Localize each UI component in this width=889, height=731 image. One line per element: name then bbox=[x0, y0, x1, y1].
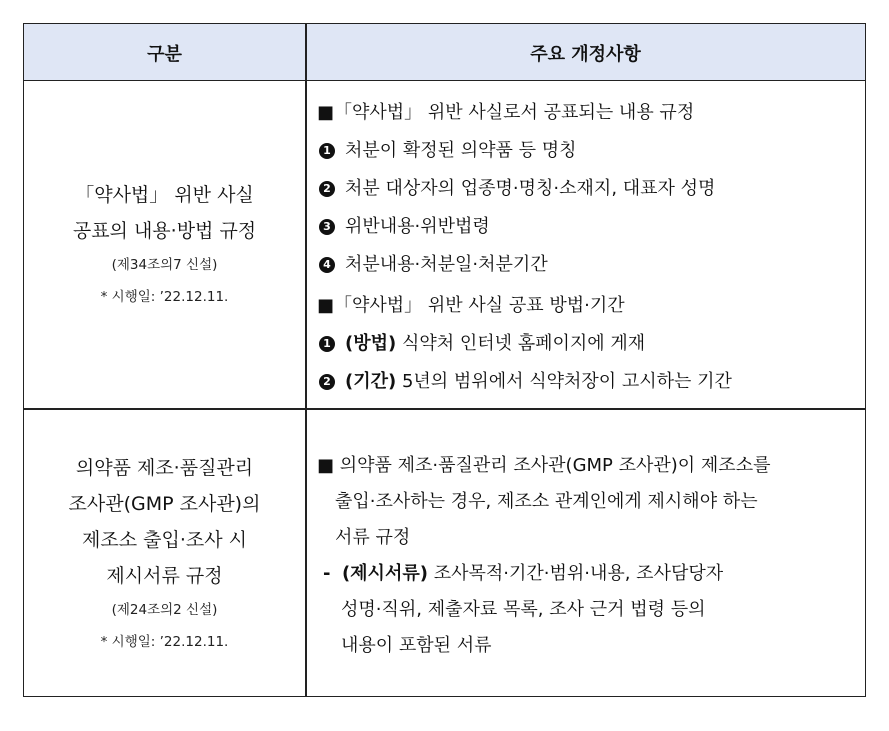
item-bold-label: (기간) bbox=[345, 371, 397, 392]
row1-title-line2: 공표의 내용·방법 규정 bbox=[72, 219, 257, 242]
amendment-table bbox=[23, 23, 866, 697]
row1-item1-1 bbox=[319, 139, 577, 163]
row1-bullet1: ■「약사법」 위반 사실로서 공표되는 내용 규정 bbox=[317, 102, 695, 123]
row1-item1-3 bbox=[319, 215, 490, 239]
row2-dash-line1 bbox=[323, 562, 723, 586]
circled-number-icon: 2 bbox=[319, 181, 335, 197]
item-text: 처분이 확정된 의약품 등 명칭 bbox=[345, 140, 577, 161]
circled-number-icon: 4 bbox=[319, 257, 335, 273]
row2-title-line1: 의약품 제조·품질관리 bbox=[75, 457, 254, 479]
item-bold-label: (방법) bbox=[345, 333, 397, 354]
row2-dash-line3: 내용이 포함된 서류 bbox=[341, 635, 492, 656]
row1-effective-date: * 시행일: ’22.12.11. bbox=[100, 288, 229, 305]
circled-number-icon: 1 bbox=[319, 143, 335, 159]
circled-number-icon: 3 bbox=[319, 219, 335, 235]
row1-changes-cell bbox=[317, 81, 857, 408]
item-text: 처분 대상자의 업종명·명칭·소재지, 대표자 성명 bbox=[345, 178, 716, 199]
dash-text: 조사목적·기간·범위·내용, 조사담당자 bbox=[433, 563, 724, 584]
row1-category-cell bbox=[24, 81, 305, 408]
item-text: 위반내용·위반법령 bbox=[345, 216, 490, 237]
row2-category-cell bbox=[24, 410, 305, 698]
row1-bullet2: ■「약사법」 위반 사실 공표 방법·기간 bbox=[317, 295, 625, 316]
row2-effective-date: * 시행일: ’22.12.11. bbox=[100, 634, 229, 650]
column-divider bbox=[305, 24, 307, 696]
header-category: 구분 bbox=[147, 43, 182, 65]
item-text: 처분내용·처분일·처분기간 bbox=[345, 254, 548, 275]
dash-bold-label: (제시서류) bbox=[341, 563, 428, 584]
row2-title-line3: 제조소 출입·조사 시 bbox=[82, 529, 247, 551]
circled-number-icon: 1 bbox=[319, 336, 335, 352]
row2-title-line2: 조사관(GMP 조사관)의 bbox=[68, 493, 261, 515]
row2-bullet-line3: 서류 규정 bbox=[335, 527, 411, 548]
item-text: 5년의 범위에서 식약처장이 고시하는 기간 bbox=[401, 371, 732, 392]
row1-item1-4 bbox=[319, 253, 548, 277]
row1-article: (제34조의7 신설) bbox=[111, 256, 218, 273]
row2-changes-cell bbox=[317, 410, 857, 698]
header-main-changes: 주요 개정사항 bbox=[530, 43, 641, 65]
row1-title-line1: 「약사법」 위반 사실 bbox=[75, 183, 254, 206]
row2-article: (제24조의2 신설) bbox=[111, 602, 218, 618]
row2-bullet-line1: ■ 의약품 제조·품질관리 조사관(GMP 조사관)이 제조소를 bbox=[317, 455, 771, 476]
row2-dash-line2: 성명·직위, 제출자료 목록, 조사 근거 법령 등의 bbox=[341, 599, 706, 620]
row2-bullet-line2: 출입·조사하는 경우, 제조소 관계인에게 제시해야 하는 bbox=[335, 491, 758, 512]
row1-item2-2 bbox=[319, 370, 732, 394]
dash-marker: - bbox=[323, 563, 331, 584]
row2-title-line4: 제시서류 규정 bbox=[106, 565, 223, 587]
row1-item2-1 bbox=[319, 332, 645, 356]
row1-item1-2 bbox=[319, 177, 715, 201]
circled-number-icon: 2 bbox=[319, 374, 335, 390]
table-header bbox=[24, 24, 865, 81]
item-text: 식약처 인터넷 홈페이지에 게재 bbox=[401, 333, 646, 354]
